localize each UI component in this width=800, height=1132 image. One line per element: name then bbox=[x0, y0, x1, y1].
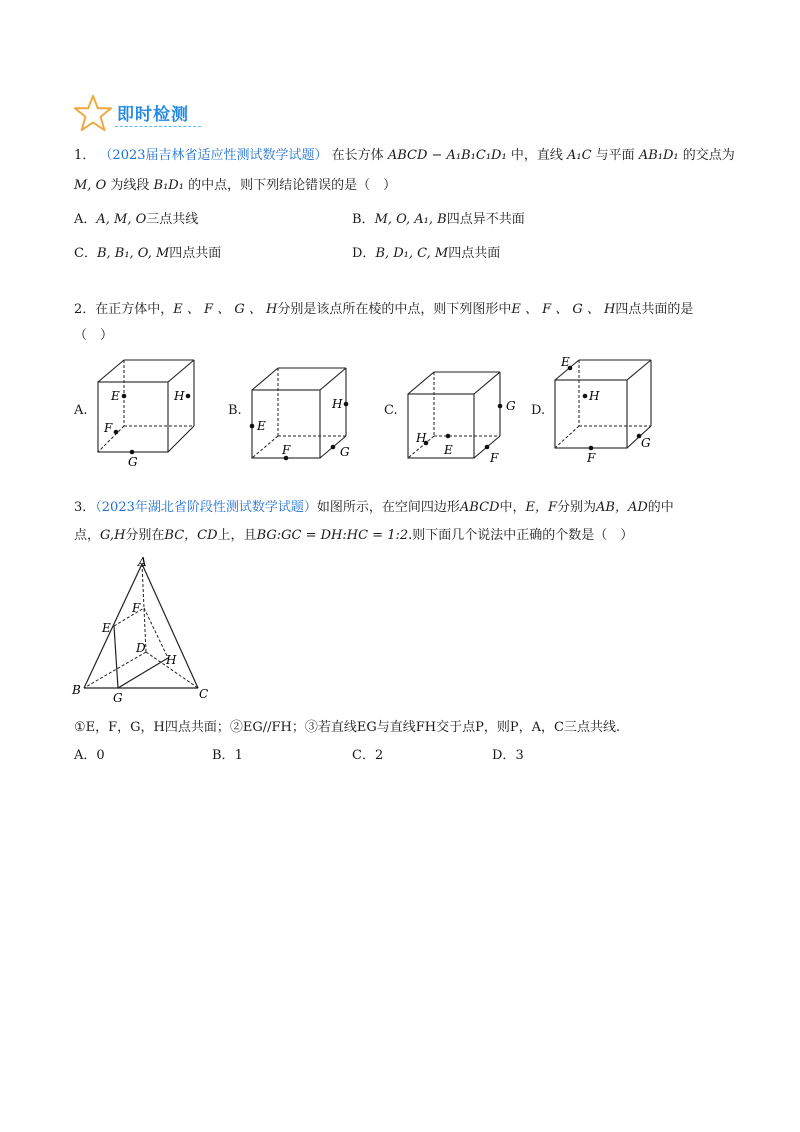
label-f: F bbox=[282, 443, 291, 457]
label-h: H bbox=[174, 389, 185, 403]
edge-ab bbox=[84, 564, 142, 688]
q2-stem-line2 bbox=[74, 326, 113, 346]
option-label: D． bbox=[352, 246, 376, 261]
option-label: A． bbox=[74, 748, 97, 763]
q3-option-c[interactable] bbox=[352, 746, 383, 766]
q3-text: 上，且 bbox=[217, 528, 257, 543]
point-f bbox=[114, 430, 119, 435]
q2-paren: （ ） bbox=[74, 328, 114, 343]
label-h: H bbox=[416, 431, 427, 445]
q3-text: .则下面几个说法中正确的个数是（ ） bbox=[408, 528, 634, 543]
q3-math: E，F bbox=[525, 500, 557, 515]
q1-option-d[interactable] bbox=[352, 244, 500, 264]
q3-math: AB，AD bbox=[596, 500, 648, 515]
q1-stem-line2 bbox=[74, 176, 396, 196]
q1-text: 中，直线 bbox=[510, 148, 563, 163]
label-e: E bbox=[444, 443, 453, 457]
option-value: 1 bbox=[234, 748, 243, 763]
label-f: F bbox=[490, 451, 499, 465]
label-g: G bbox=[128, 455, 138, 468]
q3-text: 的中 bbox=[647, 500, 674, 515]
q3-math: BG:GC = DH:HC = 1:2 bbox=[256, 528, 409, 543]
q3-text: 点， bbox=[74, 528, 101, 543]
option-math: A, M, O bbox=[96, 212, 147, 227]
q1-text: 与平面 bbox=[595, 148, 635, 163]
option-value: 2 bbox=[374, 748, 384, 763]
q3-number: 3． bbox=[74, 500, 96, 515]
q3-text: 分别在 bbox=[125, 528, 165, 543]
q2-figure-d bbox=[551, 352, 671, 464]
vertex-d: D bbox=[136, 641, 146, 655]
label-h: H bbox=[332, 397, 343, 411]
q2-number: 2． bbox=[74, 302, 96, 317]
segment-fh bbox=[144, 608, 168, 658]
option-text: 四点共面 bbox=[448, 246, 501, 261]
q1-math: M, O bbox=[74, 178, 107, 193]
q3-text: 分别为 bbox=[556, 500, 596, 515]
point-e-label: E bbox=[102, 621, 111, 635]
q3-statements: ①E，F，G，H四点共面；②EG//FH；③若直线EG与直线FH交于点P，则P，A，C三点共线. bbox=[74, 720, 621, 735]
option-label: C． bbox=[352, 748, 375, 763]
q2-stem-line1 bbox=[74, 300, 693, 320]
section-header bbox=[74, 94, 214, 134]
q2-figure-a-label[interactable]: A. bbox=[74, 403, 88, 418]
q1-text: 为线段 bbox=[110, 178, 150, 193]
q1-math: AB₁D₁ bbox=[638, 148, 679, 163]
option-math: B, D₁, C, M bbox=[375, 246, 449, 261]
q3-option-b[interactable] bbox=[212, 746, 243, 766]
q3-stem-line2 bbox=[74, 526, 633, 546]
option-value: 3 bbox=[515, 748, 524, 763]
option-label: B． bbox=[352, 212, 375, 227]
label-h: H bbox=[589, 389, 600, 403]
q2-math: E 、 F 、 G 、 H bbox=[173, 302, 278, 317]
title-underline bbox=[115, 126, 201, 127]
q1-text: 的中点，则下列结论错误的是（ ） bbox=[188, 178, 397, 193]
q2-text: 四点共面的是 bbox=[615, 302, 694, 317]
q3-text: 如图所示，在空间四边形 bbox=[316, 500, 460, 515]
option-label: A． bbox=[74, 212, 97, 227]
q1-source: （2023届吉林省适应性测试数学试题） bbox=[99, 148, 328, 163]
point-e bbox=[122, 394, 127, 399]
q1-option-b[interactable] bbox=[352, 210, 525, 230]
q2-math: E 、 F 、 G 、 H bbox=[511, 302, 616, 317]
option-text: 四点异不共面 bbox=[446, 212, 525, 227]
point-g bbox=[130, 450, 135, 455]
vertex-a: A bbox=[138, 555, 147, 569]
label-g: G bbox=[641, 436, 651, 450]
edge-ac bbox=[142, 564, 198, 688]
q2-figure-c bbox=[404, 370, 524, 468]
edge-bd bbox=[84, 652, 146, 688]
point-f-label: F bbox=[132, 601, 141, 615]
vertex-b: B bbox=[72, 683, 81, 697]
label-g: G bbox=[506, 399, 516, 413]
label-g: G bbox=[340, 445, 350, 459]
q3-text: 中， bbox=[499, 500, 526, 515]
q2-figure-b-label[interactable]: B. bbox=[228, 403, 242, 418]
option-label: B． bbox=[212, 748, 235, 763]
q3-math: ABCD bbox=[459, 500, 500, 515]
label-e: E bbox=[257, 419, 266, 433]
label-f: F bbox=[104, 421, 113, 435]
segment-eg bbox=[114, 626, 118, 688]
q1-math: A₁C bbox=[566, 148, 592, 163]
q1-option-c[interactable] bbox=[74, 244, 221, 264]
option-label: C． bbox=[74, 246, 97, 261]
q3-math: BC，CD bbox=[164, 528, 218, 543]
q2-text: 分别是该点所在棱的中点，则下列图形中 bbox=[277, 302, 512, 317]
q3-option-d[interactable] bbox=[492, 746, 524, 766]
q1-math: B₁D₁ bbox=[153, 178, 184, 193]
q1-text: 在长方体 bbox=[331, 148, 384, 163]
option-text: 三点共线 bbox=[146, 212, 199, 227]
q3-source: （2023年湖北省阶段性测试数学试题） bbox=[95, 500, 317, 515]
q1-number: 1． bbox=[74, 148, 96, 163]
q2-figure-d-label[interactable]: D. bbox=[531, 403, 546, 418]
q3-tetrahedron-figure bbox=[70, 554, 220, 706]
point-g-label: G bbox=[113, 691, 123, 705]
option-math: B, B₁, O, M bbox=[96, 246, 170, 261]
q2-text: 在正方体中， bbox=[95, 302, 174, 317]
label-e: E bbox=[111, 389, 120, 403]
q1-stem-line1 bbox=[74, 146, 735, 166]
option-value: 0 bbox=[96, 748, 105, 763]
section-title: 即时检测 bbox=[117, 105, 189, 125]
q1-option-a[interactable] bbox=[74, 210, 198, 230]
option-math: M, O, A₁, B bbox=[374, 212, 447, 227]
q2-figure-a-drawing bbox=[94, 356, 206, 468]
point-h-label: H bbox=[166, 653, 177, 667]
label-f: F bbox=[587, 451, 596, 464]
label-e: E bbox=[561, 355, 570, 369]
q2-figure-b bbox=[248, 366, 360, 468]
option-text: 四点共面 bbox=[169, 246, 222, 261]
point-h bbox=[186, 394, 191, 399]
q2-figure-c-label[interactable]: C. bbox=[384, 403, 398, 418]
q1-text: 的交点为 bbox=[682, 148, 735, 163]
star-outline-icon bbox=[74, 94, 112, 132]
q3-math: G,H bbox=[100, 528, 126, 543]
vertex-c: C bbox=[199, 687, 209, 701]
q1-math: ABCD − A₁B₁C₁D₁ bbox=[387, 148, 507, 163]
q3-option-a[interactable] bbox=[74, 746, 105, 766]
q3-stem-line1 bbox=[74, 498, 674, 518]
option-label: D． bbox=[492, 748, 516, 763]
